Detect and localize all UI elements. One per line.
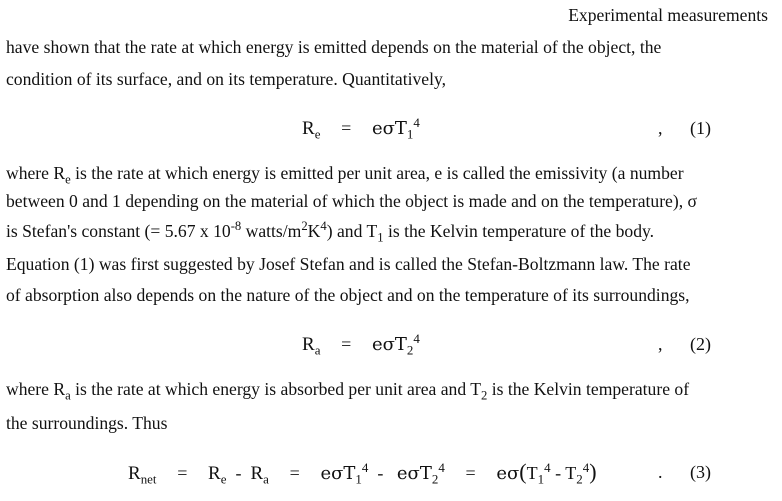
- eq3-lhs: $R_{net}$: [128, 463, 157, 487]
- equation-2: [302, 332, 420, 357]
- eq1-equals: =: [341, 118, 352, 138]
- eq2-number: (2): [690, 334, 711, 354]
- eq3-term-re: $R_e$: [208, 463, 227, 487]
- eq2-equals: =: [341, 334, 352, 354]
- eq3-term-ra: $R_a$: [250, 463, 269, 487]
- eq1-rhs: eσT$_1^4$: [371, 114, 420, 142]
- paragraph-2-line-1: where $R_e$ is the rate at which energy is emitted per unit area, e is called the emissivity (a number: [6, 163, 684, 187]
- eq3-term-4: eσT$_2^4$: [396, 459, 445, 487]
- eq3-term-3: eσT$_1^4$: [320, 459, 369, 487]
- paragraph-3-line-2: the surroundings. Thus: [6, 413, 168, 433]
- eq2-rhs: eσT$_2^4$: [371, 330, 420, 358]
- eq2-comma: ,: [658, 334, 663, 354]
- eq1-lhs: $R_e$: [302, 118, 321, 142]
- eq2-lhs: $R_a$: [302, 334, 321, 358]
- paragraph-2-line-4: Equation (1) was first suggested by Josef Stefan and is called the Stefan-Boltzmann law. The rate: [6, 254, 691, 274]
- eq3-dot: .: [658, 462, 663, 482]
- header-fragment: Experimental measurements: [568, 5, 768, 25]
- paragraph-2-line-5: of absorption also depends on the nature of the object and on the temperature of its surroundings,: [6, 285, 690, 305]
- eq1-comma: ,: [658, 118, 663, 138]
- eq3-number: (3): [690, 462, 711, 482]
- paragraph-2-line-3: is Stefan's constant (= 5.67 x $10^{-8}$ watts/$m^2K^4$) and $T_1$ is the Kelvin temperature of the body.: [6, 219, 655, 245]
- paragraph-2-line-2: between 0 and 1 depending on the material of which the object is made and on the temperature), σ: [6, 191, 698, 211]
- paragraph-3-line-1: where $R_a$ is the rate at which energy is absorbed per unit area and $T_2$ is the Kelvin temperature of: [6, 379, 690, 403]
- equation-3: $R_{net} = R_e - R_a = e\sigma T_1^4$ - $e\sigma T_2^4 = e\sigma(T_1^4 - T_2^4)$: [128, 459, 597, 487]
- paragraph-1-line-2: condition of its surface, and on its temperature. Quantitatively,: [6, 69, 447, 89]
- eq3-term-5: $e\sigma(T_1^4 - T_2^4)$: [496, 459, 597, 487]
- paragraph-1-line-1: have shown that the rate at which energy is emitted depends on the material of the object, the: [6, 37, 662, 57]
- eq1-number: (1): [690, 118, 711, 138]
- equation-1: [302, 116, 420, 141]
